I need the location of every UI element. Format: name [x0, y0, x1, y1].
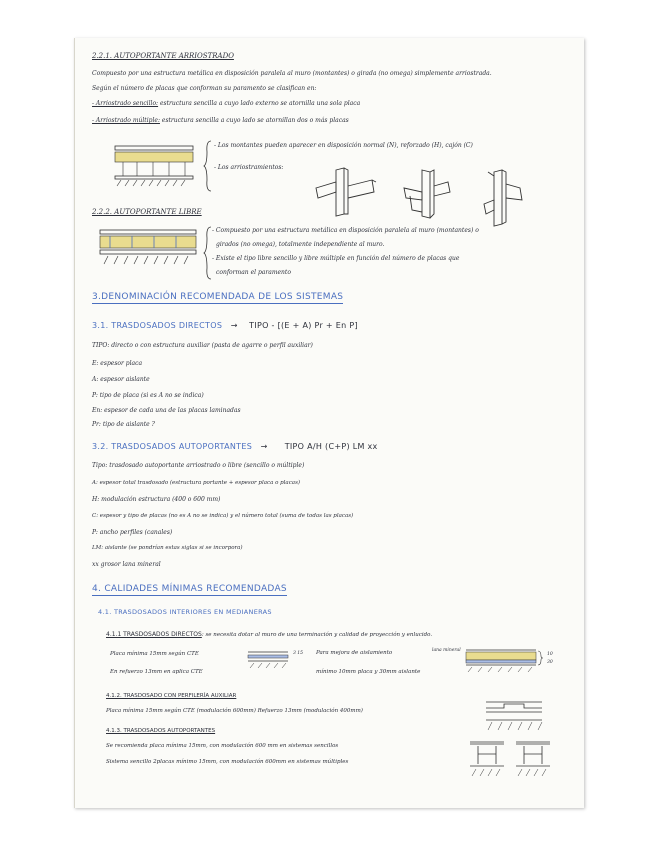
heading-4-1-3: 4.1.3. TRASDOSADOS AUTOPORTANTES — [106, 728, 216, 734]
text-line: Tipo: trasdosado autoportante arriostrado o libre (sencillo o múltiple) — [92, 462, 305, 469]
text-line: conforman el paramento — [216, 269, 291, 276]
brace-sketch — [204, 140, 212, 192]
text-segment: : se necesita dotar al muro de una terminación y calidad de proyección y enlucido. — [201, 632, 433, 638]
text-line: Sistema sencillo 2placas mínimo 15mm, con modulación 600mm en sistemas múltiples — [106, 759, 349, 765]
dimension-label: 10 — [547, 652, 553, 657]
text-line: - Los montantes pueden aparecer en disposición normal (N), reforzado (H), cajón (C) — [214, 142, 473, 149]
bracing-sketch-3 — [484, 170, 526, 226]
text-line: Se recomienda placa mínima 15mm, con modulación 600 mm en sistemas sencillos — [106, 743, 339, 749]
text-line: LM: aislante (se pondrían estas siglas si se incorpora) — [92, 545, 243, 551]
term-label: - Arriostrado múltiple: — [92, 117, 160, 124]
heading-3-1 — [92, 322, 358, 330]
heading-3-2 — [92, 443, 378, 451]
heading-3-1-label: 3.1. TRASDOSADOS DIRECTOS — [92, 321, 223, 330]
dimension-label: 3 15 — [293, 651, 304, 656]
term-definition: estructura sencilla a cuyo lado externo se atornilla una sola placa — [160, 100, 361, 107]
text-line: C: espesor y tipo de placas (no es A no se indica) y el número total (suma de todas las placas) — [92, 513, 354, 519]
term-label: - Arriostrado sencillo: — [92, 100, 159, 107]
text-line: Pr: tipo de aislante ? — [92, 421, 155, 428]
text-line: Placa mínima 15mm según CTE — [110, 651, 199, 657]
text-line: Compuesto por una estructura metálica en disposición paralela al muro (montantes) o girada (no omega) simplemente arriostrada. — [92, 70, 492, 77]
text-line — [92, 118, 349, 124]
formula: TIPO A/H (C+P) LM xx — [284, 442, 378, 451]
text-line: - Compuesto por una estructura metálica en disposición paralela al muro (montantes) o — [212, 227, 479, 234]
auxiliary-profile-sketch — [486, 700, 546, 734]
text-line: mínimo 10mm placa y 30mm aislante — [316, 669, 421, 675]
heading-4-1: 4.1. TRASDOSADOS INTERIORES EN MEDIANERAS — [98, 608, 272, 616]
heading-3: 3.DENOMINACIÓN RECOMENDADA DE LOS SISTEMAS — [92, 292, 344, 302]
text-line: TIPO: directo o con estructura auxiliar (pasta de agarre o perfil auxiliar) — [92, 342, 313, 349]
arrow-icon: → — [230, 321, 238, 330]
heading-4-1-1: 4.1.1 TRASDOSADOS DIRECTOS — [106, 631, 202, 638]
page-margin-line — [74, 38, 75, 808]
text-line: xx grosor lana mineral — [92, 561, 161, 568]
text-line: P: tipo de placa (si es A no se indica) — [92, 392, 204, 399]
text-line: H: modulación estructura (400 o 600 mm) — [92, 496, 221, 503]
formula: TIPO - [(E + A) Pr + En P] — [249, 321, 358, 330]
text-line: En refuerzo 13mm en aplica CTE — [110, 669, 203, 675]
text-line: P: ancho perfiles (canales) — [92, 529, 173, 536]
heading-3-2-label: 3.2. TRASDOSADOS AUTOPORTANTES — [92, 442, 253, 451]
text-line: Según el número de placas que conforman su paramento se clasifican en: — [92, 85, 317, 92]
text-line: A: espesor total trasdosado (estructura portante + espesor placa o placas) — [92, 480, 301, 486]
text-line: E: espesor placa — [92, 360, 143, 367]
brace-sketch — [204, 226, 212, 280]
arrow-icon: → — [260, 442, 268, 451]
heading-2-2-1: 2.2.1. AUTOPORTANTE ARRIOSTRADO — [92, 52, 234, 60]
text-line: girados (no omega), totalmente independiente al muro. — [216, 241, 385, 248]
direct-lining-sketch — [248, 650, 290, 670]
wall-section-sketch — [115, 146, 195, 190]
text-line: En: espesor de cada una de las placas laminadas — [92, 407, 241, 414]
text-line: Placa mínima 15mm según CTE (modulación 600mm) Refuerzo 13mm (modulación 400mm) — [106, 708, 363, 714]
text-line: - Existe el tipo libre sencillo y libre múltiple en función del número de placas que — [212, 255, 460, 262]
text-line — [106, 632, 432, 639]
heading-2-2-2: 2.2.2. AUTOPORTANTE LIBRE — [92, 208, 202, 216]
self-supporting-sketch — [470, 740, 554, 780]
text-line: A: espesor aislante — [92, 376, 150, 383]
heading-4: 4. CALIDADES MÍNIMAS RECOMENDADAS — [92, 584, 287, 594]
dimension-label: 30 — [547, 660, 553, 665]
text-line — [92, 101, 360, 107]
text-line: Para mejora de aislamiento — [316, 650, 393, 656]
term-definition: estructura sencilla a cuyo lado se atornillan dos o más placas — [161, 117, 349, 124]
heading-4-1-2: 4.1.2. TRASDOSADO CON PERFILERÍA AUXILIAR — [106, 693, 237, 699]
bracing-sketch-2 — [404, 170, 452, 220]
bracing-sketch-1 — [316, 168, 378, 216]
text-line: - Los arriostramientos: — [214, 164, 284, 171]
insulated-lining-sketch — [466, 648, 546, 674]
wall-free-sketch — [100, 226, 198, 270]
text-line: lana mineral — [432, 648, 461, 653]
